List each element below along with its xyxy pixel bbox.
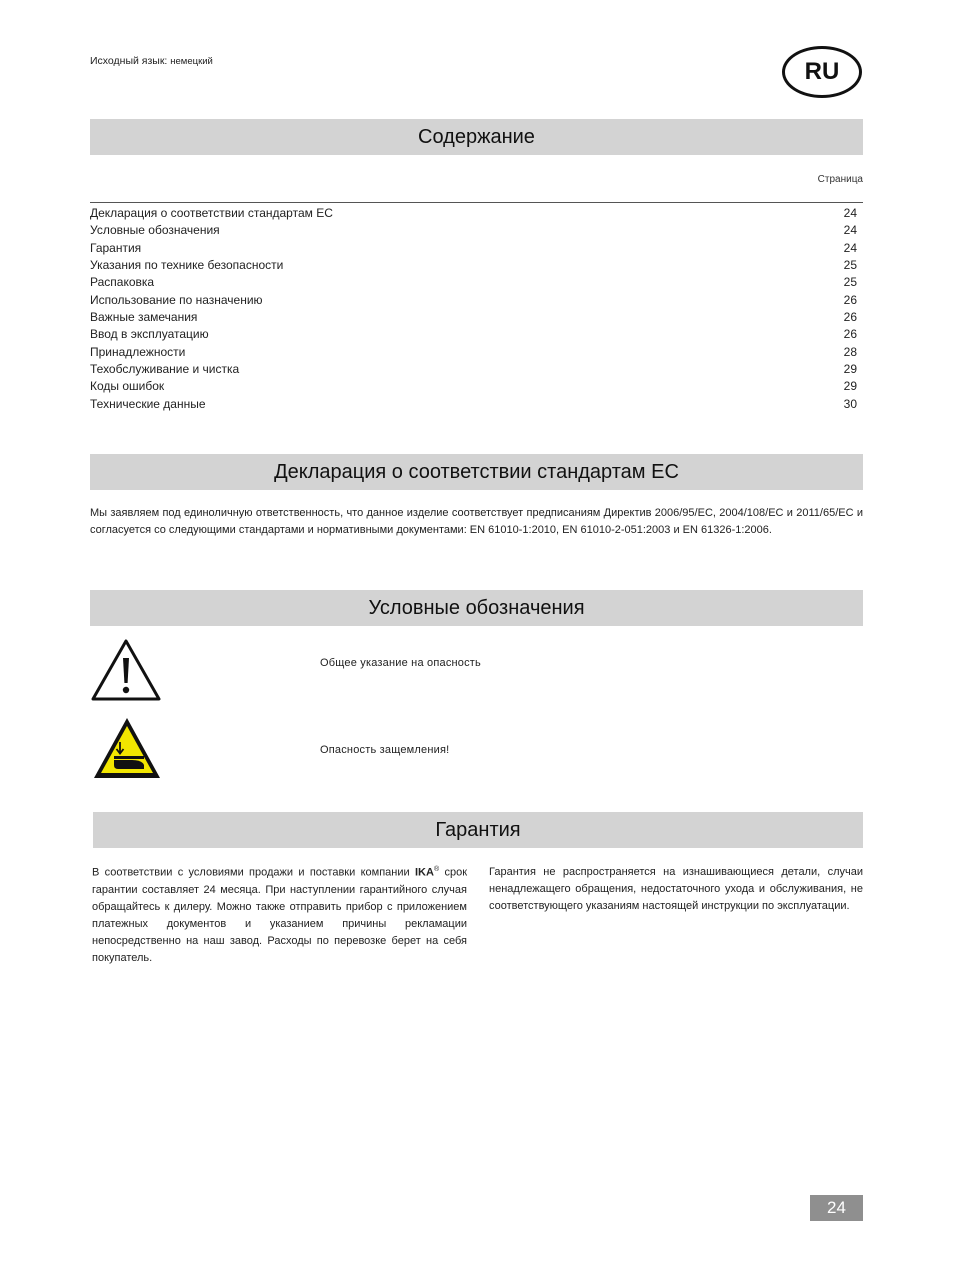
toc-item-page: 25 [843,258,857,273]
toc-item[interactable] [90,274,857,291]
toc-item[interactable] [90,396,857,413]
page-number: 24 [810,1195,863,1221]
symbol-text-general-warning: Общее указание на опасность [320,657,481,669]
toc-item-page: 26 [843,310,857,325]
warranty-left-text-end: срок гарантии составляет 24 месяца. При наступлении гарантийного случая обращайтесь к дилеру. Можно также отправить прибор с приложением платежных документов и указанием причины рекламации непосредственно на наш завод. Расходы по перевозке берет на себя покупатель. [92,866,468,964]
toc-item-label: Ввод в эксплуатацию [90,327,209,342]
symbol-text-crush-hazard: Опасность защемления! [320,744,450,756]
toc-item-page: 25 [843,275,857,290]
toc-item-label: Распаковка [90,275,155,290]
toc-item-page: 24 [843,206,857,220]
toc-item[interactable] [90,222,857,239]
toc-item-label: Технические данные [90,396,206,411]
crush-hazard-icon [92,716,162,780]
declaration-title: Декларация о соответствии стандартам ЕС [90,454,863,490]
source-language-value: немецкий [170,56,213,67]
toc-item-label: Условные обозначения [90,223,220,238]
warranty-title: Гарантия [93,812,863,848]
toc-item[interactable] [90,361,857,378]
toc-item-label: Техобслуживание и чистка [90,362,240,377]
toc-item-label: Принадлежности [90,344,186,359]
toc-item-page: 24 [843,223,857,238]
toc-item-label: Использование по назначению [90,292,263,307]
toc-item[interactable] [90,257,857,274]
toc-item-label: Коды ошибок [90,379,165,394]
toc-title: Содержание [90,119,863,155]
warranty-left-text [92,861,467,967]
toc-item[interactable] [90,240,857,257]
source-language-note [90,55,213,67]
toc-item[interactable] [90,292,857,309]
declaration-text: Мы заявляем под единоличную ответственность, что данное изделие соответствует предписаниям Директив 2006/95/EC, 2004/108/EC и 2011/65/EC и согласуется со следующими стандартами и нормативными документами: EN 61010-1:2010, EN 61010-2-051:2003 и EN 61326-1:2006. [90,507,863,536]
toc-item[interactable] [90,378,857,395]
toc-item-label: Важные замечания [90,310,198,325]
source-language-label: Исходный язык: [90,55,168,67]
warranty-left-text-start: В соответствии с условиями продажи и поставки компании [92,866,410,879]
toc-item-label: Декларация о соответствии стандартам ЕС [90,206,333,220]
general-warning-icon [90,638,162,702]
toc-item-page: 29 [843,379,857,394]
symbols-title: Условные обозначения [90,590,863,626]
toc-item-page: 30 [843,396,857,411]
toc-item[interactable] [90,326,857,343]
registered-mark: ® [433,866,440,873]
toc-item-page: 28 [843,344,857,359]
toc-item-page: 26 [843,292,857,307]
warranty-right-text: Гарантия не распространяется на изнашивающиеся детали, случаи ненадлежащего обращения, недостаточного ухода и обслуживания, не соответствующего указаниям настоящей инструкции по эксплуатации. [489,866,863,912]
toc-item-page: 26 [843,327,857,342]
toc-divider [90,202,863,203]
toc-item-page: 29 [843,362,857,377]
toc-item-label: Указания по технике безопасности [90,258,284,273]
toc-item-page: 24 [843,240,857,255]
toc-item[interactable] [90,309,857,326]
toc-item-label: Гарантия [90,240,142,255]
toc-item[interactable] [90,205,857,222]
toc-page-column-label: Страница [817,174,863,185]
brand-name: IKA [414,866,434,879]
toc-item[interactable] [90,344,857,361]
language-badge: RU [782,46,862,98]
toc-list [90,205,857,413]
